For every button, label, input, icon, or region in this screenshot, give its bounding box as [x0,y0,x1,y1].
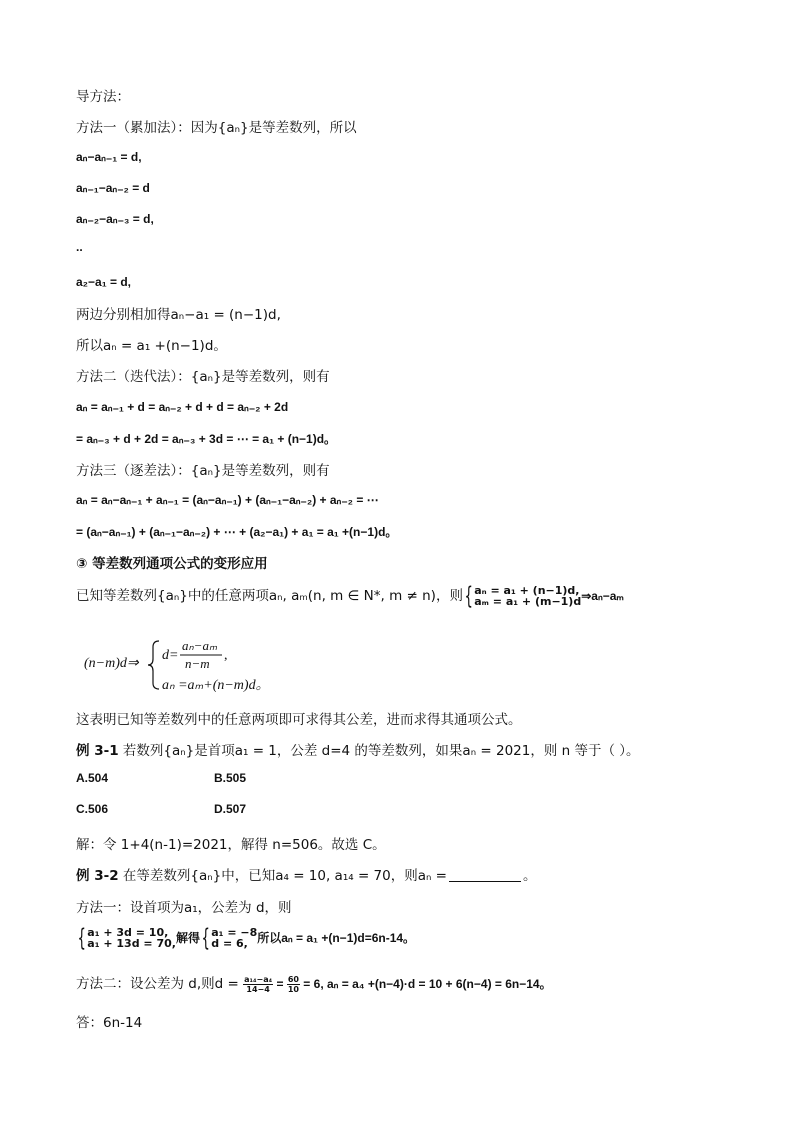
brace-glyph: { [77,924,86,952]
statement-text: 已知等差数列{aₙ}中的任意两项aₙ, aₘ(n, m ∈ N*, m ≠ n)，则 [76,588,463,604]
answer-line: 答：6n-14 [76,1015,143,1031]
fraction-numerator: 60 [287,974,299,984]
explanation-line: 这表明已知等差数列中的任意两项即可求得其公差，进而求得其通项公式。 [76,712,522,728]
equation-line: = (aₙ−aₙ₋₁) + (aₙ₋₁−aₙ₋₂) + ⋯ + (a₂−a₁) + a₁ = a₁ +(n−1)d。 [76,525,398,539]
fraction [287,975,300,994]
heading-derivation: 导方法： [76,89,130,105]
fraction-numerator: a₁₄−a₄ [244,974,273,984]
system-row: aₘ = a₁ + (m−1)d [474,595,582,608]
solution-line: 解：令 1+4(n-1)=2021，解得 n=506。故选 C。 [76,837,386,853]
example-3-1 [76,739,640,759]
option-d: D.507 [214,802,247,816]
equation-line: aₙ₋₂−aₙ₋₃ = d, [76,212,154,226]
conclusion-line: 所以aₙ = a₁ +(n−1)d。 [76,338,227,354]
equation-system [200,924,258,952]
section-heading: ③ 等差数列通项公式的变形应用 [76,556,268,572]
formula-left: (n−m)d⇒ [84,656,139,671]
sum-statement: 两边分别相加得aₙ−a₁ = (n−1)d, [76,307,281,323]
system-solution [76,924,416,952]
option-b: B.505 [214,771,247,785]
formula-comma: , [224,648,228,663]
fraction-denominator: 14−4 [246,984,270,994]
method1-intro: 方法一（累加法）：因为{aₙ}是等差数列，所以 [76,120,357,136]
formula-block [80,635,300,695]
equation-system [463,582,582,610]
formula-denominator: n−m [185,656,210,671]
example-text: 若数列{aₙ}是首项a₁ = 1，公差 d=4 的等差数列，如果aₙ = 2021，则 n 等于（ ）。 [118,743,640,759]
formula-d: d= [162,648,179,663]
result-text: 所以aₙ = a₁ +(n−1)d=6n-14。 [257,931,416,945]
answer-blank [449,881,521,882]
method2-intro: 方法二（迭代法）：{aₙ}是等差数列，则有 [76,369,330,385]
equation-system [76,924,176,952]
equals-text: = [273,977,287,991]
example-tag: 例 3-1 [76,743,119,759]
equation-line: aₙ = aₙ−aₙ₋₁ + aₙ₋₁ = (aₙ−aₙ₋₁) + (aₙ₋₁−aₙ₋₂) + aₙ₋₂ = ⋯ [76,493,379,507]
equation-line: aₙ−aₙ₋₁ = d, [76,150,142,164]
system-row: d = 6, [211,937,248,950]
method2-line [76,972,552,994]
system-row: a₁ + 3d = 10, [87,926,169,939]
general-statement [76,582,624,610]
example-tag: 例 3-2 [76,868,119,884]
equation-line: aₙ₋₁−aₙ₋₂ = d [76,181,150,195]
solve-word: 解得 [175,931,200,945]
equation-line: a₂−a₁ = d, [76,275,131,289]
formula-row2: aₙ =aₘ+(n−m)d。 [162,678,270,693]
implies-text: ⇒aₙ−aₘ [581,589,624,603]
option-a: A.504 [76,771,109,785]
equation-line: aₙ = aₙ₋₁ + d = aₙ₋₂ + d + d = aₙ₋₂ + 2d [76,400,289,414]
method1-line: 方法一：设首项为a₁，公差为 d，则 [76,900,292,916]
option-c: C.506 [76,802,109,816]
method2-text: 方法二：设公差为 d,则d = [76,976,244,992]
system-row: aₙ = a₁ + (n−1)d, [474,584,580,597]
method2-result: = 6, aₙ = a₄ +(n−4)·d = 10 + 6(n−4) = 6n−14。 [299,977,552,991]
brace-glyph: { [201,924,210,952]
ellipsis-line: .. [76,240,83,254]
formula-numerator: aₙ−aₘ [182,638,218,653]
example-end: 。 [522,868,537,884]
fraction [243,975,273,994]
system-row: a₁ + 13d = 70, [87,937,176,950]
example-3-2 [76,864,536,884]
equation-line: = aₙ₋₃ + d + 2d = aₙ₋₃ + 3d = ⋯ = a₁ + (n−1)d。 [76,432,337,446]
method3-intro: 方法三（逐差法）：{aₙ}是等差数列，则有 [76,463,330,479]
brace-shape [148,641,159,689]
brace-glyph: { [464,582,473,610]
system-row: a₁ = −8 [211,926,258,939]
fraction-denominator: 10 [287,984,299,994]
example-text: 在等差数列{aₙ}中，已知a₄ = 10, a₁₄ = 70，则aₙ = [118,868,447,884]
